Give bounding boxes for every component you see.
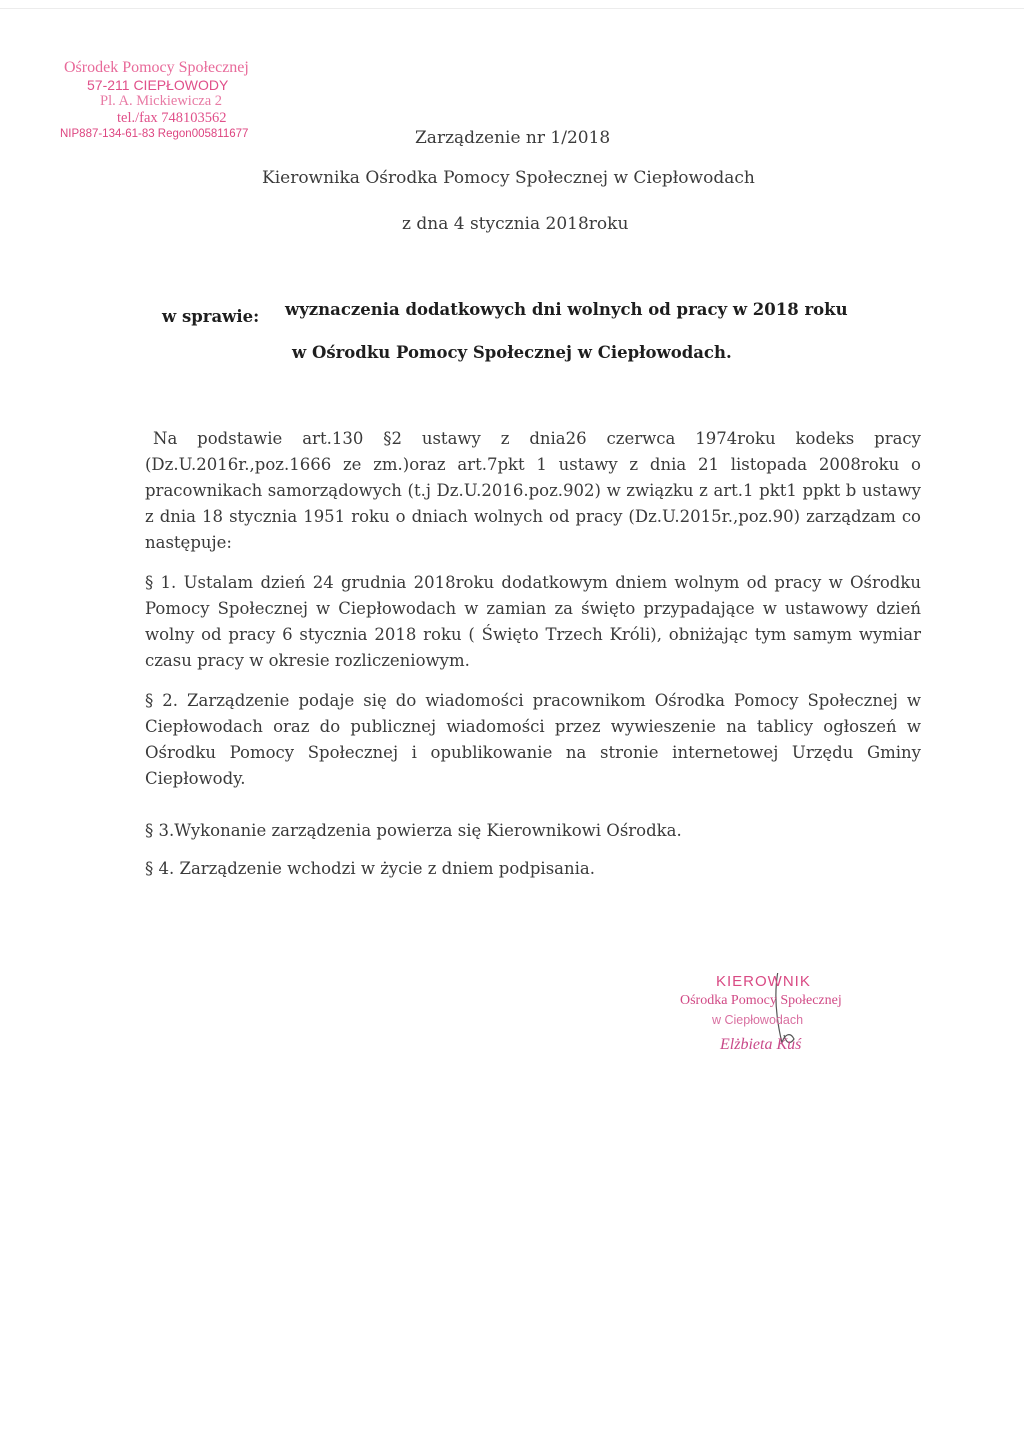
- signature-person: Elżbieta Kuś: [720, 1036, 802, 1053]
- signature-city: w Ciepłowodach: [712, 1013, 804, 1027]
- stamp-street: Pl. A. Mickiewicza 2: [100, 93, 223, 109]
- subject-line-1: wyznaczenia dodatkowych dni wolnych od pracy w 2018 roku: [285, 300, 848, 319]
- legal-basis-paragraph: Na podstawie art.130 §2 ustawy z dnia26 czerwca 1974roku kodeks pracy (Dz.U.2016r.,poz.1666 ze zm.)oraz art.7pkt 1 ustawy z dnia 21 listopada 2008roku o pracownikach samorządowych (t.j Dz.U.2016.poz.902) w związku z art.1 pkt1 ppkt b ustawy z dnia 18 stycznia 1951 roku o dniach wolnych od pracy (Dz.U.2015r.,poz.90) zarządzam co następuje:: [145, 429, 921, 552]
- institution-stamp: [60, 60, 310, 143]
- document-title: Zarządzenie nr 1/2018: [415, 128, 611, 148]
- scan-edge-line: [0, 8, 1024, 9]
- section-3-paragraph: § 3.Wykonanie zarządzenia powierza się Kierownikowi Ośrodka.: [145, 821, 682, 840]
- subject-label: w sprawie:: [162, 307, 260, 326]
- document-issuer: Kierownika Ośrodka Pomocy Społecznej w Ciepłowodach: [262, 168, 755, 188]
- stamp-city: 57-211 CIEPŁOWODY: [87, 76, 229, 93]
- stamp-phone: tel./fax 748103562: [117, 109, 227, 126]
- section-1-paragraph: § 1. Ustalam dzień 24 grudnia 2018roku dodatkowym dniem wolnym od pracy w Ośrodku Pomocy Społecznej w Ciepłowodach w zamian za święto przypadające w ustawowy dzień wolny od pracy 6 stycznia 2018 roku ( Święto Trzech Króli), obniżając tym samym wymiar czasu pracy w okresie rozliczeniowym.: [145, 573, 921, 670]
- stamp-name: Ośrodek Pomocy Społecznej: [64, 59, 249, 76]
- section-2-paragraph: § 2. Zarządzenie podaje się do wiadomości pracownikom Ośrodka Pomocy Społecznej w Ciepłowodach oraz do publicznej wiadomości przez wywieszenie na tablicy ogłoszeń w Ośrodku Pomocy Społecznej i opublikowanie na stronie internetowej Urzędu Gminy Ciepłowody.: [145, 691, 921, 788]
- subject-line-2: w Ośrodku Pomocy Społecznej w Ciepłowodach.: [292, 343, 732, 362]
- signature-org: Ośrodka Pomocy Społecznej: [680, 993, 842, 1008]
- section-4-paragraph: § 4. Zarządzenie wchodzi w życie z dniem podpisania.: [145, 859, 595, 878]
- document-date: z dna 4 stycznia 2018roku: [402, 214, 629, 234]
- signature-title: KIEROWNIK: [716, 973, 811, 990]
- stamp-ids: NIP887-134-61-83 Regon005811677: [60, 128, 249, 140]
